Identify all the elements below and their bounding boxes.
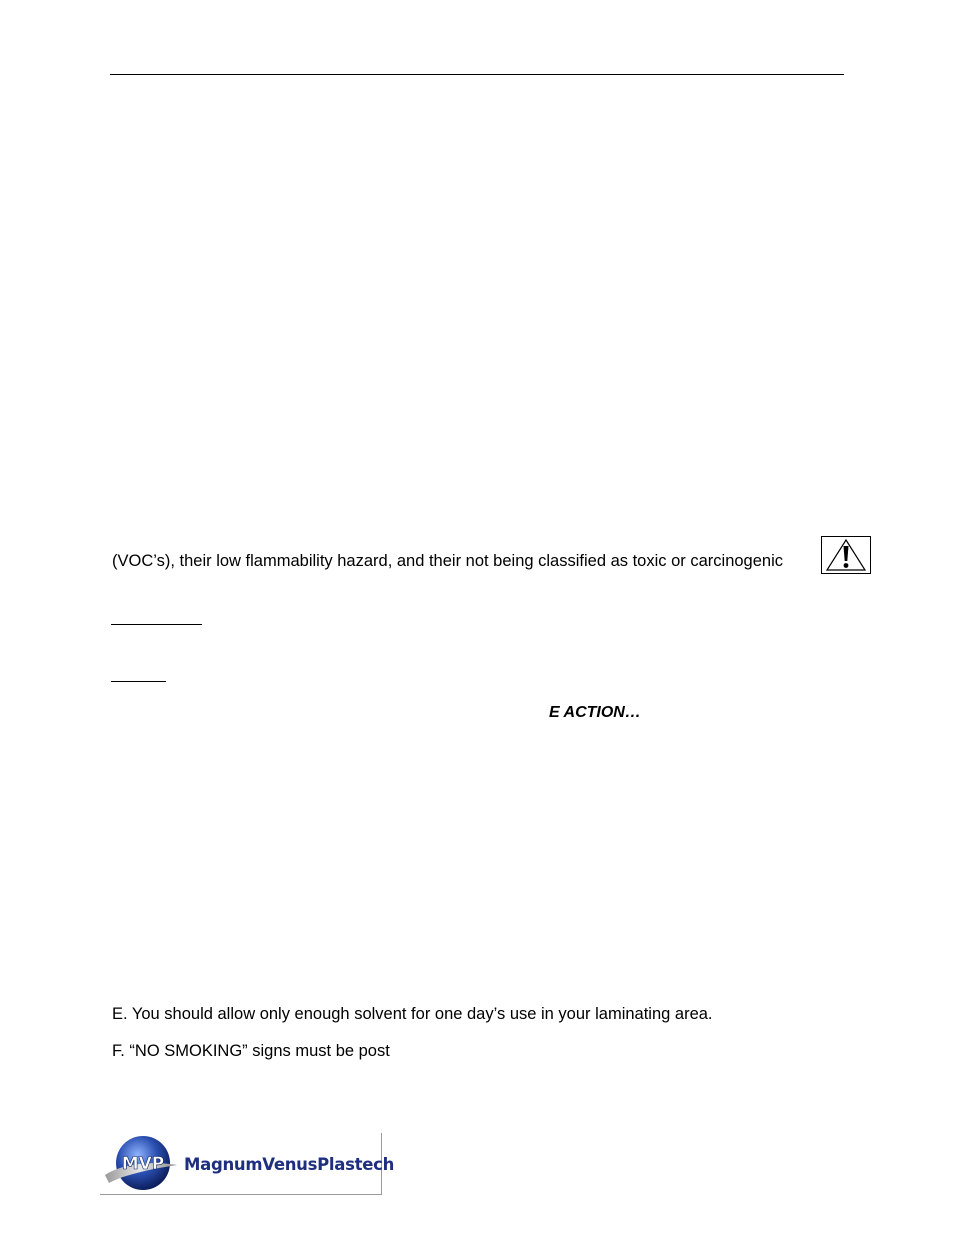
logo-mark-text: MVP [121, 1154, 165, 1174]
list-item-e: E. You should allow only enough solvent for one day’s use in your laminating area. [112, 1005, 713, 1023]
logo-wordmark: MagnumVenusPlastech [184, 1155, 395, 1174]
heading-underline [111, 624, 202, 625]
mvp-globe-icon [103, 1135, 179, 1198]
company-logo [100, 1133, 395, 1195]
list-item-f: F. “NO SMOKING” signs must be post [112, 1042, 390, 1060]
action-heading-fragment: E ACTION… [549, 704, 641, 721]
warning-triangle-icon [821, 536, 871, 574]
voc-text-line: (VOC’s), their low flammability hazard, and their not being classified as toxic or carcinogenic [112, 552, 783, 570]
header-rule [110, 74, 844, 75]
heading-underline [111, 681, 166, 682]
